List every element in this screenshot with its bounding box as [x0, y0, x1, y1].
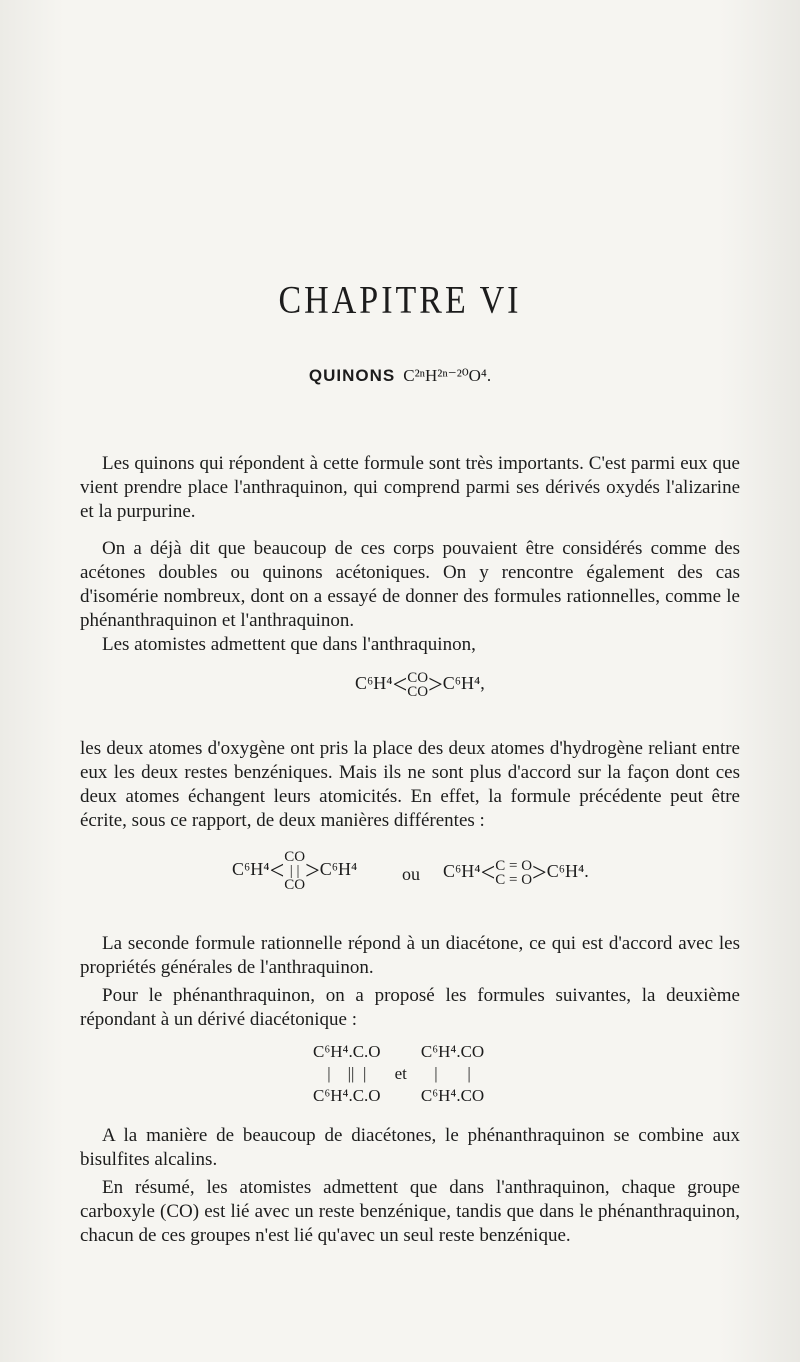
paragraph-4: les deux atomes d'oxygène ont pris la place des deux atomes d'hydrogène reliant entre eux les deux restes benzéniques. Mais ils ne sont plus d'accord sur la façon dont ces deux atomes échangent leurs atomicités. En effet, la formule précédente peut être écrite, sous ce rapport, de deux manières différentes :: [80, 738, 740, 831]
chapter-title: CHAPITRE VI: [278, 279, 522, 322]
phen-b-row2: | |: [434, 1064, 471, 1083]
formula-variant-a: C⁶H⁴< CO | | CO >C⁶H⁴: [232, 849, 358, 893]
phen-a-row3: C⁶H⁴.C.O: [313, 1086, 381, 1105]
formula-ou: ou: [402, 864, 420, 884]
formula-a-top: CO: [284, 849, 306, 865]
phen-b-row1: C⁶H⁴.CO: [420, 1042, 485, 1061]
formula-a-left: C⁶H⁴: [232, 859, 270, 880]
phen-b-row3: C⁶H⁴.CO: [420, 1086, 485, 1105]
phen-a-row1: C⁶H⁴.C.O: [313, 1042, 381, 1061]
formula-b-bottom: C = O: [495, 872, 533, 888]
section-formula: C²ⁿH²ⁿ⁻²⁰O⁴.: [403, 366, 492, 385]
paragraph-5: La seconde formule rationnelle répond à un diacétone, ce qui est d'accord avec les propriétés générales de l'anthraquinon.: [80, 933, 740, 978]
paragraph-3: Les atomistes admettent que dans l'anthraquinon,: [102, 634, 476, 655]
formula-b-top: C = O: [495, 858, 533, 874]
formula-b-right: C⁶H⁴.: [546, 861, 589, 882]
formula-et: et: [394, 1064, 407, 1083]
paragraph-1: Les quinons qui répondent à cette formule sont très importants. C'est parmi eux que vient prendre place l'anthraquinon, qui comprend parmi ses dérivés oxydés l'alizarine et la purpurine.: [80, 453, 740, 522]
formula-left: C⁶H⁴: [355, 673, 393, 694]
anthraquinon-formula: C⁶H⁴< CO CO >C⁶H⁴,: [355, 670, 485, 700]
formula-top: CO: [407, 670, 429, 686]
paragraph-7: A la manière de beaucoup de diacétones, le phénanthraquinon se combine aux bisulfites alcalins.: [80, 1125, 740, 1170]
phen-a-row2: | || |: [327, 1064, 367, 1083]
paragraph-8: En résumé, les atomistes admettent que dans l'anthraquinon, chaque groupe carboxyle (CO) est lié avec un reste benzénique, tandis que dans le phénanthraquinon, chacun de ces groupes n'est lié qu'avec un seul reste benzénique.: [80, 1177, 740, 1246]
formula-a-bottom: CO: [284, 877, 306, 893]
paragraph-2: On a déjà dit que beaucoup de ces corps pouvaient être considérés comme des acétones doubles ou quinons acétoniques. On y rencontre également des cas d'isomérie nombreux, dont on a essayé de donner des formules rationnelles, comme le phénanthraquinon et l'anthraquinon.: [80, 538, 740, 631]
paragraph-6: Pour le phénanthraquinon, on a proposé les formules suivantes, la deuxième répondant à un dérivé diacétonique :: [80, 985, 740, 1030]
phenanthraquinon-formulas: [305, 1040, 492, 1108]
formula-variant-b: C⁶H⁴< C = O C = O >C⁶H⁴.: [443, 858, 589, 888]
section-name: QUINONS: [308, 366, 396, 385]
formula-right: C⁶H⁴,: [442, 673, 485, 694]
formula-bottom: CO: [407, 684, 429, 700]
formula-a-mid: | |: [289, 863, 300, 879]
formula-b-left: C⁶H⁴: [443, 861, 481, 882]
section-heading: [0, 366, 800, 386]
formula-a-right: C⁶H⁴: [319, 859, 358, 880]
